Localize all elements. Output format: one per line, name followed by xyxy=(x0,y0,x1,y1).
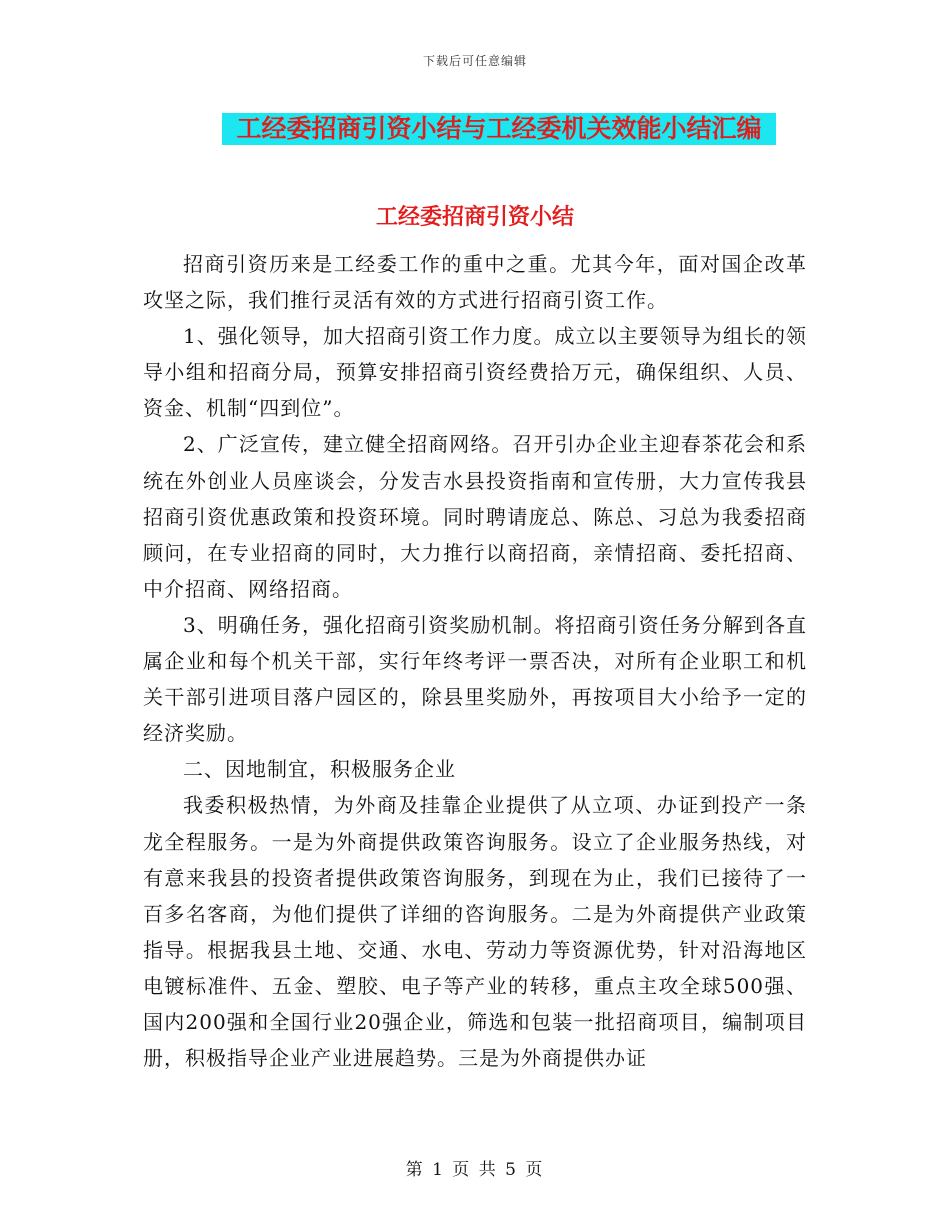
paragraph-point-3: 3、明确任务，强化招商引资奖励机制。将招商引资任务分解到各直属企业和每个机关干部，实行年终考评一票否决，对所有企业职工和机关干部引进项目落户园区的，除县里奖励外，再按项目大小给予一定的经济奖励。 xyxy=(143,612,807,746)
paragraph-point-2: 2、广泛宣传，建立健全招商网络。召开引办企业主迎春茶花会和系统在外创业人员座谈会，分发吉水县投资指南和宣传册，大力宣传我县招商引资优惠政策和投资环境。同时聘请庞总、陈总、习总为我委招商顾问，在专业招商的同时，大力推行以商招商，亲情招商、委托招商、中介招商、网络招商。 xyxy=(143,432,807,601)
paragraph-intro: 招商引资历来是工经委工作的重中之重。尤其今年，面对国企改革攻坚之际，我们推行灵活有效的方式进行招商引资工作。 xyxy=(143,252,807,313)
section-title: 工经委招商引资小结 xyxy=(375,205,574,230)
body-text xyxy=(143,246,807,1076)
header-note: 下载后可任意编辑 xyxy=(422,54,527,68)
paragraph-point-1: 1、强化领导，加大招商引资工作力度。成立以主要领导为组长的领导小组和招商分局，预算安排招商引资经费拾万元，确保组织、人员、资金、机制“四到位”。 xyxy=(143,324,807,421)
section-heading-2: 二、因地制宜，积极服务企业 xyxy=(183,757,456,782)
page-number: 第 1 页 共 5 页 xyxy=(405,1160,545,1180)
paragraph-service: 我委积极热情，为外商及挂靠企业提供了从立项、办证到投产一条龙全程服务。一是为外商提供政策咨询服务。设立了企业服务热线，对有意来我县的投资者提供政策咨询服务，到现在为止，我们已接待了一百多名客商，为他们提供了详细的咨询服务。二是为外商提供产业政策指导。根据我县土地、交通、水电、劳动力等资源优势，针对沿海地区电镀标准件、五金、塑胶、电子等产业的转移，重点主攻全球500强、国内200强和全国行业20强企业，筛选和包装一批招商项目，编制项目册，积极指导企业产业进展趋势。三是为外商提供办证 xyxy=(143,793,807,1071)
document-main-title: 工经委招商引资小结与工经委机关效能小结汇编 xyxy=(222,113,776,145)
